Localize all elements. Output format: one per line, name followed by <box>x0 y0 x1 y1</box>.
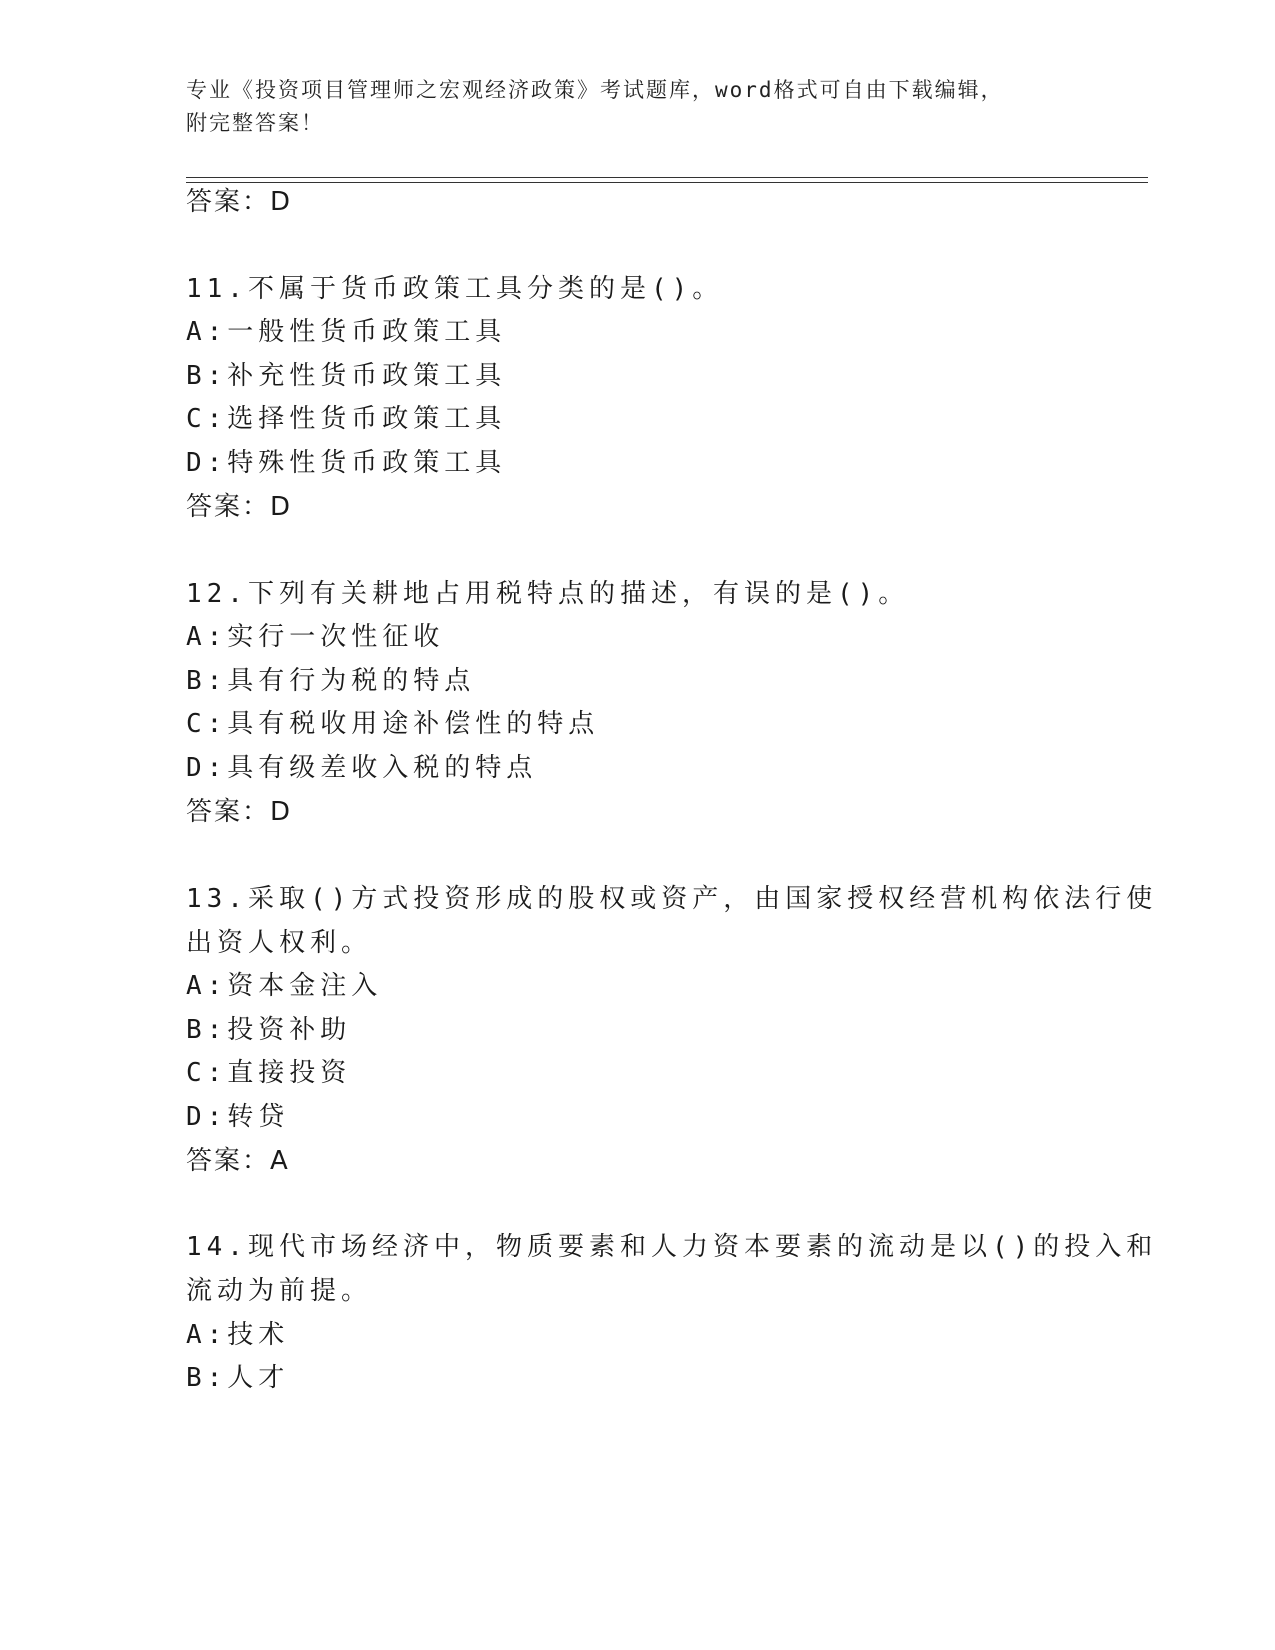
question-14-stem-line-2: 流动为前提。 <box>186 1276 373 1306</box>
question-14-option-a: A:技术 <box>186 1320 290 1350</box>
previous-answer: 答案：D <box>186 187 293 217</box>
question-12-option-c: C:具有税收用途补偿性的特点 <box>186 709 600 739</box>
question-11-stem: 11.不属于货币政策工具分类的是()。 <box>186 274 724 304</box>
question-11-option-a: A:一般性货币政策工具 <box>186 317 507 347</box>
header-divider-bottom <box>186 182 1148 183</box>
header-line-1: 专业《投资项目管理师之宏观经济政策》考试题库，word格式可自由下载编辑， <box>186 78 1004 102</box>
question-13-option-a: A:资本金注入 <box>186 971 383 1001</box>
question-12-stem: 12.下列有关耕地占用税特点的描述，有误的是()。 <box>186 579 910 609</box>
question-11-option-d: D:特殊性货币政策工具 <box>186 448 507 478</box>
question-11-answer: 答案：D <box>186 492 293 522</box>
question-13-answer: 答案：A <box>186 1146 290 1176</box>
question-14-option-b: B:人才 <box>186 1363 290 1393</box>
document-header <box>186 74 1086 140</box>
header-line-2: 附完整答案！ <box>186 111 324 135</box>
question-13-option-c: C:直接投资 <box>186 1058 352 1088</box>
question-14-stem-line-1: 14.现代市场经济中，物质要素和人力资本要素的流动是以()的投入和 <box>186 1232 1158 1262</box>
question-13-stem-line-2: 出资人权利。 <box>186 928 373 958</box>
question-13-stem-line-1: 13.采取()方式投资形成的股权或资产，由国家授权经营机构依法行使 <box>186 884 1158 914</box>
question-11-option-c: C:选择性货币政策工具 <box>186 404 507 434</box>
question-11-option-b: B:补充性货币政策工具 <box>186 361 507 391</box>
question-13-option-b: B:投资补助 <box>186 1015 352 1045</box>
question-12-option-b: B:具有行为税的特点 <box>186 666 476 696</box>
question-12-option-d: D:具有级差收入税的特点 <box>186 753 538 783</box>
question-12-answer: 答案：D <box>186 797 293 827</box>
question-13-option-d: D:转贷 <box>186 1102 290 1132</box>
question-12-option-a: A:实行一次性征收 <box>186 622 445 652</box>
header-divider-top <box>186 177 1148 178</box>
